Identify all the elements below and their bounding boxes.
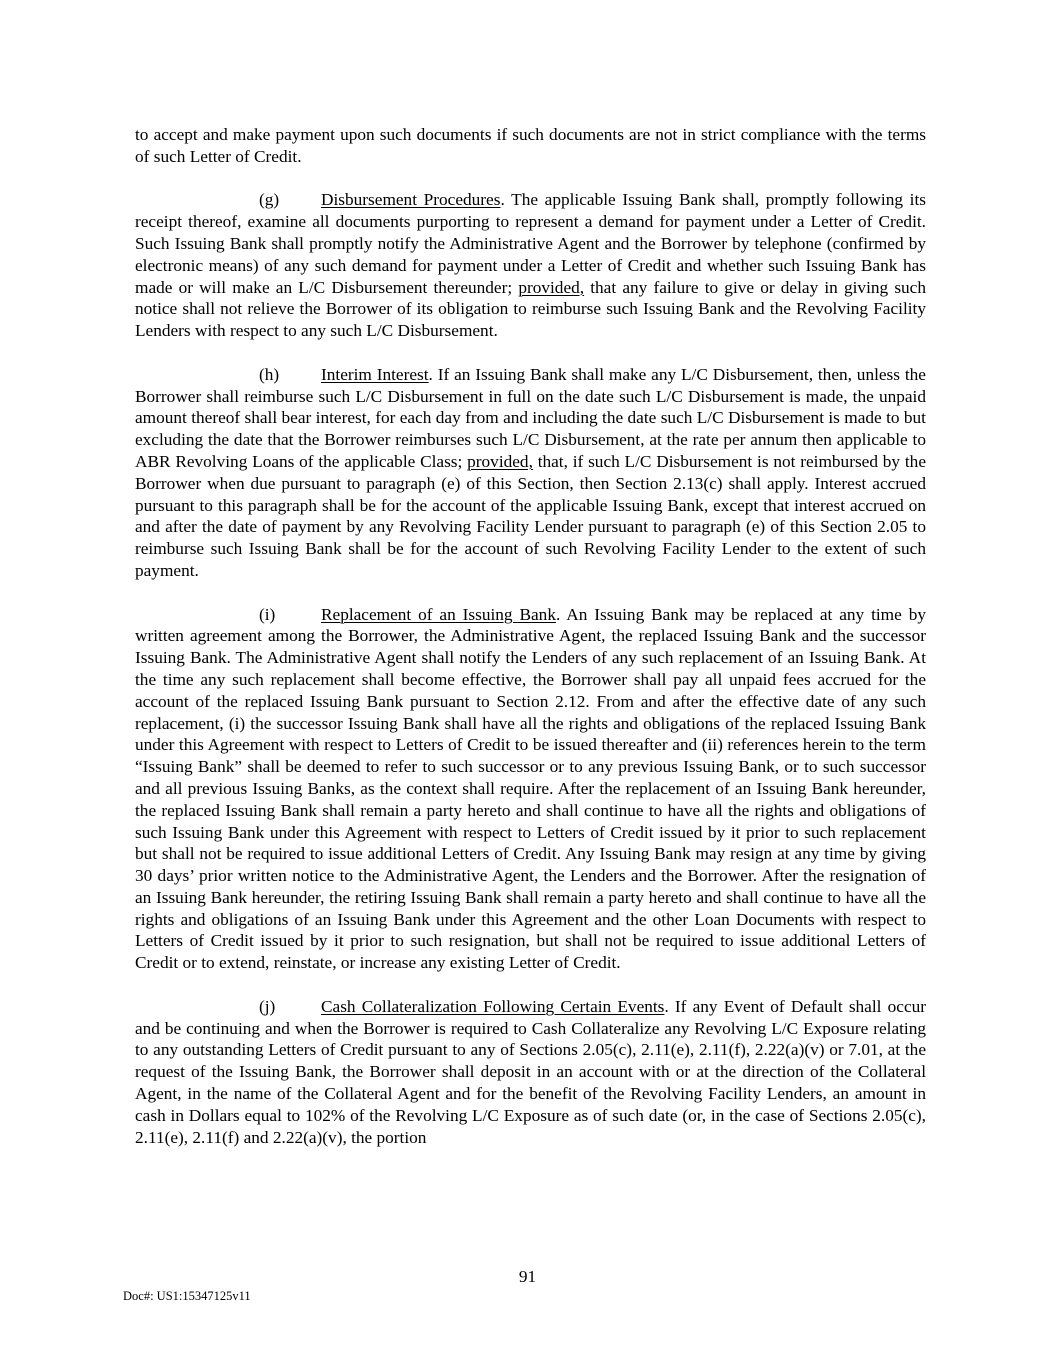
provided-term: provided, [518,277,585,297]
section-body-continued: that any failure to give or delay in giving such notice shall not relieve the Borrower of its obligation to reimburse such Issuing Bank and the Revolving Facility Lenders with respect to any such L/C Disbursement. [135,277,926,341]
section-heading: Cash Collateralization Following Certain Events [321,996,665,1016]
section-body: . If an Issuing Bank shall make any L/C Disbursement, then, unless the Borrower shall reimburse such L/C Disbursement in full on the date such L/C Disbursement is made, the unpaid amount thereof shall bear interest, for each day from and including the date such L/C Disbursement is made to but excluding the date that the Borrower reimburses such L/C Disbursement, at the rate per annum then applicable to ABR Revolving Loans of the applicable Class; [135,364,926,471]
section-number: (h) [259,364,280,384]
section-number: (i) [259,604,276,624]
provided-term: provided, [467,451,533,471]
document-page [135,124,926,1170]
section-i-paragraph [135,604,926,975]
section-number: (g) [259,190,280,210]
page-number: 91 [518,1267,537,1286]
section-g-paragraph [135,189,926,342]
document-id-footer: Doc#: US1:15347125v11 [123,1289,251,1303]
section-heading: Interim Interest [321,364,429,384]
section-j-paragraph [135,996,926,1149]
section-heading: Replacement of an Issuing Bank [321,604,556,624]
section-body: . An Issuing Bank may be replaced at any time by written agreement among the Borrower, the Administrative Agent, the replaced Issuing Bank and the successor Issuing Bank. The Administrative Agent shall notify the Lenders of any such replacement of an Issuing Bank. At the time any such replacement shall become effective, the Borrower shall pay all unpaid fees accrued for the account of the replaced Issuing Bank pursuant to Section 2.12. From and after the effective date of any such replacement, (i) the successor Issuing Bank shall have all the rights and obligations of the replaced Issuing Bank under this Agreement with respect to Letters of Credit to be issued thereafter and (ii) references herein to the term “Issuing Bank” shall be deemed to refer to such successor or to any previous Issuing Bank, or to such successor and all previous Issuing Banks, as the context shall require. After the replacement of an Issuing Bank hereunder, the replaced Issuing Bank shall remain a party hereto and shall continue to have all the rights and obligations of such Issuing Bank under this Agreement with respect to Letters of Credit issued by it prior to such replacement but shall not be required to issue additional Letters of Credit. Any Issuing Bank may resign at any time by giving 30 days’ prior written notice to the Administrative Agent, the Lenders and the Borrower. After the resignation of an Issuing Bank hereunder, the retiring Issuing Bank shall remain a party hereto and shall continue to have all the rights and obligations of an Issuing Bank under this Agreement and the other Loan Documents with respect to Letters of Credit issued by it prior to such resignation, but shall not be required to issue additional Letters of Credit or to extend, reinstate, or increase any existing Letter of Credit. [135,604,926,973]
section-h-paragraph [135,364,926,582]
section-body-continued: that, if such L/C Disbursement is not reimbursed by the Borrower when due pursuant to paragraph (e) of this Section, then Section 2.13(c) shall apply. Interest accrued pursuant to this paragraph shall be for the account of the applicable Issuing Bank, except that interest accrued on and after the date of payment by any Revolving Facility Lender pursuant to paragraph (e) of this Section 2.05 to reimburse such Issuing Bank shall be for the account of such Revolving Facility Lender to the extent of such payment. [135,451,926,580]
section-number: (j) [259,996,276,1016]
section-body: . If any Event of Default shall occur and be continuing and when the Borrower is required to Cash Collateralize any Revolving L/C Exposure relating to any outstanding Letters of Credit pursuant to any of Sections 2.05(c), 2.11(e), 2.11(f), 2.22(a)(v) or 7.01, at the request of the Issuing Bank, the Borrower shall deposit in an account with or at the direction of the Collateral Agent, in the name of the Collateral Agent and for the benefit of the Revolving Facility Lenders, an amount in cash in Dollars equal to 102% of the Revolving L/C Exposure as of such date (or, in the case of Sections 2.05(c), 2.11(e), 2.11(f) and 2.22(a)(v), the portion [135,996,927,1147]
section-heading: Disbursement Procedures [321,190,501,210]
section-body: . The applicable Issuing Bank shall, promptly following its receipt thereof, examine all documents purporting to represent a demand for payment under a Letter of Credit. Such Issuing Bank shall promptly notify the Administrative Agent and the Borrower by telephone (confirmed by electronic means) of any such demand for payment under a Letter of Credit and whether such Issuing Bank has made or will make an L/C Disbursement thereunder; [135,190,927,297]
continuation-paragraph: to accept and make payment upon such documents if such documents are not in strict compliance with the terms of such Letter of Credit. [135,125,926,166]
